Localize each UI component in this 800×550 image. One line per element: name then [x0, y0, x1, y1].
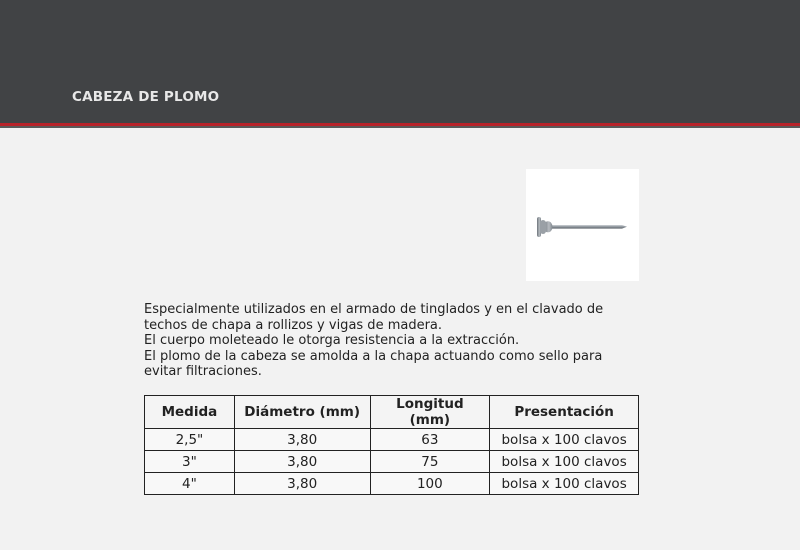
page-title: CABEZA DE PLOMO	[72, 89, 220, 105]
description-line: El cuerpo moleteado le otorga resistencia a la extracción.	[144, 333, 520, 349]
cell-longitud: 75	[370, 451, 490, 473]
column-header-longitud: Longitud (mm)	[370, 396, 490, 429]
cell-presentacion: bolsa x 100 clavos	[490, 451, 639, 473]
table-row	[145, 473, 639, 495]
cell-presentacion: bolsa x 100 clavos	[490, 473, 639, 495]
cell-medida: 3"	[145, 451, 235, 473]
cell-medida: 2,5"	[145, 429, 235, 451]
cell-diametro: 3,80	[234, 429, 370, 451]
column-header-presentacion: Presentación	[490, 396, 639, 429]
cell-longitud: 100	[370, 473, 490, 495]
table-row	[145, 451, 639, 473]
lead-head-nail-icon	[526, 169, 639, 281]
description-line: Especialmente utilizados en el armado de tinglados y en el clavado de techos de chapa a rollizos y vigas de madera.	[144, 302, 604, 333]
cell-diametro: 3,80	[234, 473, 370, 495]
product-image	[526, 169, 639, 281]
cell-medida: 4"	[145, 473, 235, 495]
column-header-diametro: Diámetro (mm)	[234, 396, 370, 429]
cell-longitud: 63	[370, 429, 490, 451]
column-header-medida: Medida	[145, 396, 235, 429]
header-divider	[0, 126, 800, 128]
cell-diametro: 3,80	[234, 451, 370, 473]
specs-table	[144, 395, 639, 495]
product-description	[144, 302, 644, 380]
table-row	[145, 429, 639, 451]
cell-presentacion: bolsa x 100 clavos	[490, 429, 639, 451]
table-header-row	[145, 396, 639, 429]
description-line: El plomo de la cabeza se amolda a la chapa actuando como sello para evitar filtraciones.	[144, 348, 603, 380]
